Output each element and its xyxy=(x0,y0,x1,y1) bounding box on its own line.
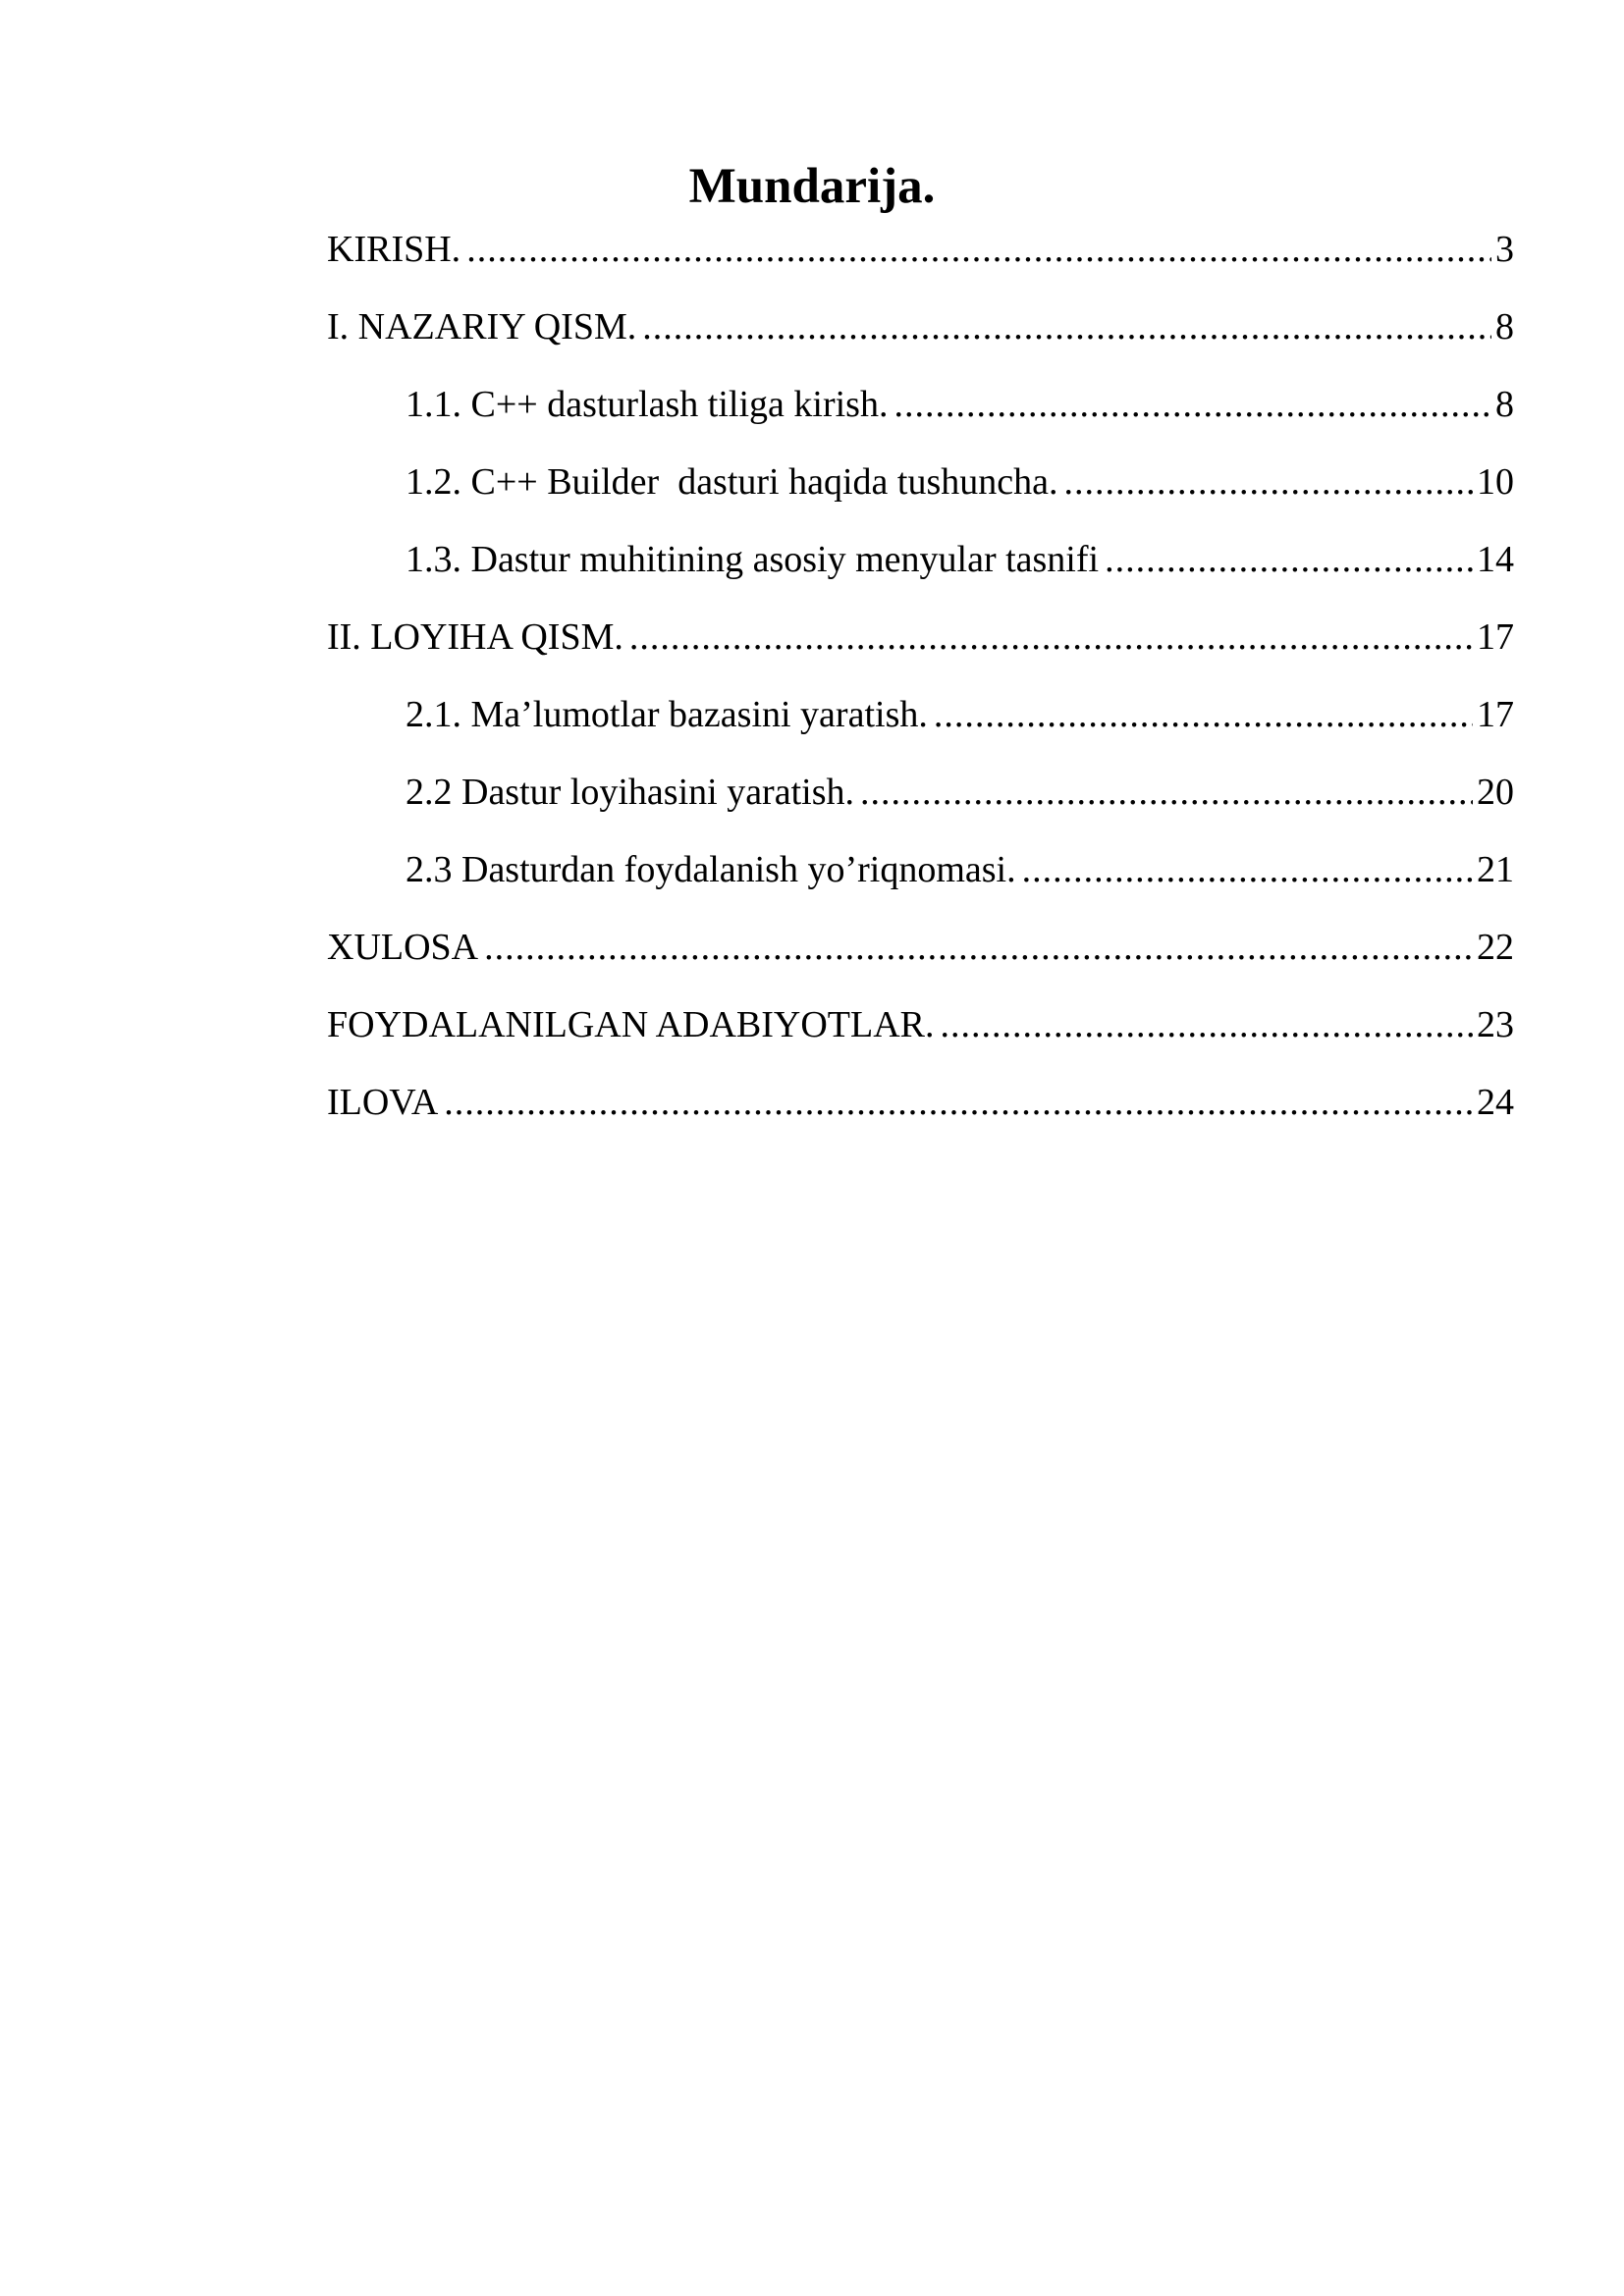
dot-leader xyxy=(642,297,1491,356)
toc-entry-label: XULOSA xyxy=(327,927,479,968)
toc-entry-label: KIRISH. xyxy=(327,229,461,270)
toc-entry-1-2[interactable] xyxy=(327,453,1514,530)
toc-entry-label: II. LOYIHA QISM. xyxy=(327,616,623,658)
toc-entry-page-number: 10 xyxy=(1477,461,1514,503)
dot-leader xyxy=(1105,530,1473,589)
toc-entry-loyiha-qism[interactable] xyxy=(327,608,1514,685)
toc-entry-label: 2.1. Ma’lumotlar bazasini yaratish. xyxy=(406,694,928,735)
toc-entry-1-1[interactable] xyxy=(327,375,1514,453)
toc-entry-foydalanilgan-adabiyotlar[interactable] xyxy=(327,995,1514,1073)
toc-entry-label: I. NAZARIY QISM. xyxy=(327,306,637,347)
toc-entry-label: 1.1. C++ dasturlash tiliga kirish. xyxy=(406,384,889,425)
toc-entry-page-number: 8 xyxy=(1495,384,1514,425)
dot-leader xyxy=(1022,840,1473,899)
dot-leader xyxy=(893,375,1491,434)
toc-entry-page-number: 8 xyxy=(1495,306,1514,347)
dot-leader xyxy=(941,995,1473,1054)
dot-leader xyxy=(444,1073,1473,1132)
dot-leader xyxy=(629,608,1473,667)
toc-entry-page-number: 24 xyxy=(1477,1082,1514,1123)
toc-entry-page-number: 21 xyxy=(1477,849,1514,890)
toc-entry-page-number: 23 xyxy=(1477,1004,1514,1045)
toc-entry-2-1[interactable] xyxy=(327,685,1514,763)
toc-entry-label: 1.2. C++ Builder dasturi haqida tushuncha. xyxy=(406,461,1058,503)
toc-entry-page-number: 14 xyxy=(1477,539,1514,580)
toc-entry-xulosa[interactable] xyxy=(327,918,1514,995)
dot-leader xyxy=(860,763,1473,822)
toc-entry-page-number: 17 xyxy=(1477,616,1514,658)
dot-leader xyxy=(1063,453,1473,511)
toc-title: Mundarija. xyxy=(688,159,936,214)
dot-leader xyxy=(484,918,1473,977)
toc-entry-page-number: 17 xyxy=(1477,694,1514,735)
toc-entry-label: 2.3 Dasturdan foydalanish yo’riqnomasi. xyxy=(406,849,1016,890)
toc-entry-label: 1.3. Dastur muhitining asosiy menyular tasnifi xyxy=(406,539,1100,580)
table-of-contents xyxy=(327,220,1514,1150)
toc-entry-page-number: 20 xyxy=(1477,772,1514,813)
toc-entry-nazariy-qism[interactable] xyxy=(327,297,1514,375)
toc-entry-2-3[interactable] xyxy=(327,840,1514,918)
toc-entry-page-number: 22 xyxy=(1477,927,1514,968)
toc-entry-kirish[interactable] xyxy=(327,220,1514,297)
toc-entry-label: ILOVA xyxy=(327,1082,439,1123)
dot-leader xyxy=(466,220,1491,279)
dot-leader xyxy=(934,685,1473,744)
toc-entry-ilova[interactable] xyxy=(327,1073,1514,1150)
toc-entry-label: 2.2 Dastur loyihasini yaratish. xyxy=(406,772,854,813)
toc-entry-1-3[interactable] xyxy=(327,530,1514,608)
toc-entry-2-2[interactable] xyxy=(327,763,1514,840)
toc-entry-label: FOYDALANILGAN ADABIYOTLAR. xyxy=(327,1004,935,1045)
toc-entry-page-number: 3 xyxy=(1495,229,1514,270)
